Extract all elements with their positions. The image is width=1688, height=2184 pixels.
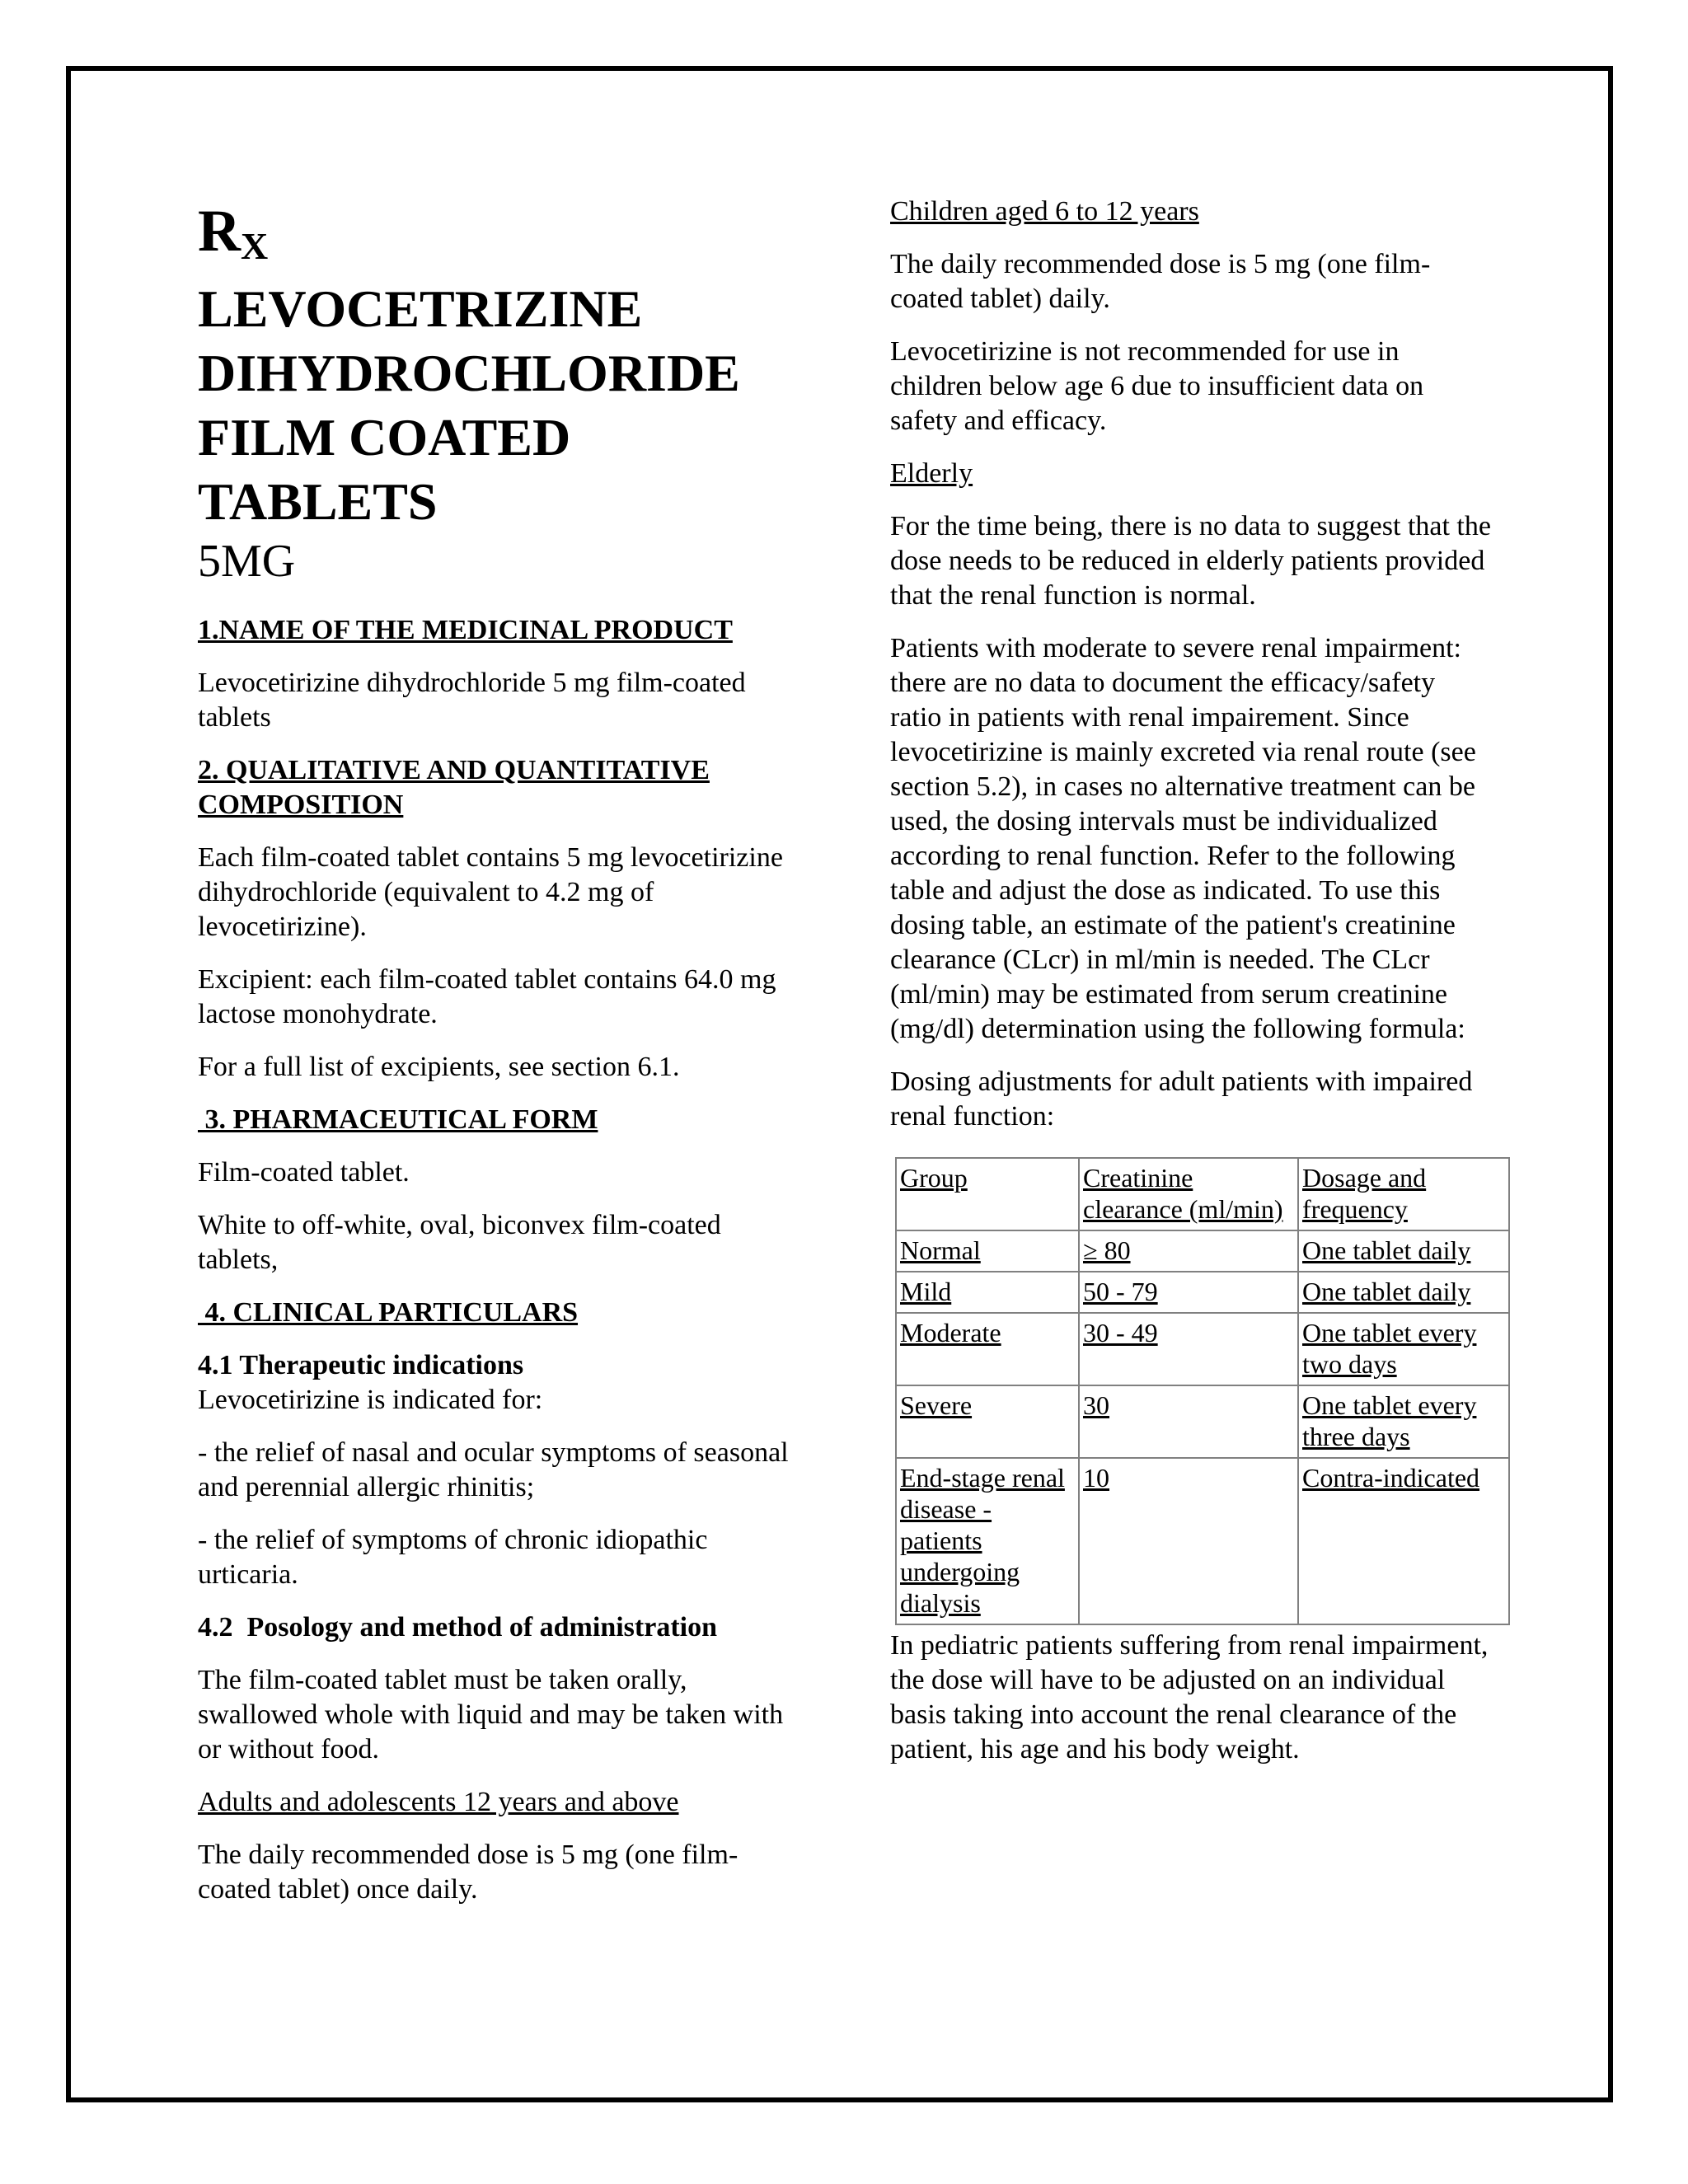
section-2-paragraph-1: Each film-coated tablet contains 5 mg levocetirizine dihydrochloride (equivalent to 4.2 mg of levocetirizine). [198,842,783,942]
rx-symbol: $R_X$ [198,198,269,267]
section-2-paragraph-3: For a full list of excipients, see section 6.1. [198,1052,680,1082]
table-row [896,1313,1509,1385]
table-header-cell: Dosage and frequency [1298,1158,1509,1230]
section-2-heading: 2. QUALITATIVE AND QUANTITATIVE COMPOSITION [198,755,710,820]
table-cell: 30 [1079,1385,1298,1458]
table-row [896,1230,1509,1272]
strength: 5MG [198,536,296,587]
children-paragraph-1: The daily recommended dose is 5 mg (one film-coated tablet) daily. [890,249,1431,314]
table-cell: One tablet every two days [1298,1313,1509,1385]
section-3-paragraph-2: White to off-white, oval, biconvex film-coated tablets, [198,1210,721,1275]
adults-heading: Adults and adolescents 12 years and above [198,1787,679,1817]
renal-dosing-table [895,1157,1510,1625]
section-4-1-intro: Levocetirizine is indicated for: [198,1385,543,1415]
title-line-3: FILM COATED [198,408,571,466]
table-cell: ≥ 80 [1079,1230,1298,1272]
table-header-cell: Creatinine clearance (ml/min) [1079,1158,1298,1230]
table-cell: Severe [896,1385,1079,1458]
table-cell: End-stage renal disease - patients undergoing dialysis [896,1458,1079,1624]
table-row [896,1458,1509,1624]
section-4-1-heading: 4.1 Therapeutic indications [198,1350,524,1380]
section-2-paragraph-2: Excipient: each film-coated tablet contains 64.0 mg lactose monohydrate. [198,964,776,1029]
table-cell: 10 [1079,1458,1298,1624]
section-4-2-paragraph: The film-coated tablet must be taken orally, swallowed whole with liquid and may be taken with or without food. [198,1665,784,1765]
section-1-heading: 1.NAME OF THE MEDICINAL PRODUCT [198,615,733,645]
table-cell: One tablet every three days [1298,1385,1509,1458]
section-3-heading: 3. PHARMACEUTICAL FORM [198,1104,598,1135]
section-1-text: Levocetirizine dihydrochloride 5 mg film-coated tablets [198,668,746,733]
elderly-paragraph: For the time being, there is no data to suggest that the dose needs to be reduced in elderly patients provided that the renal function is normal. [890,511,1491,611]
adults-text: The daily recommended dose is 5 mg (one film-coated tablet) once daily. [198,1840,738,1905]
table-cell: 30 - 49 [1079,1313,1298,1385]
section-4-heading: 4. CLINICAL PARTICULARS [198,1297,579,1328]
table-cell: One tablet daily [1298,1230,1509,1272]
children-heading: Children aged 6 to 12 years [890,196,1199,227]
children-paragraph-2: Levocetirizine is not recommended for use in children below age 6 due to insufficient data on safety and efficacy. [890,336,1424,436]
table-cell: Mild [896,1272,1079,1313]
section-4-1-item-1: - the relief of nasal and ocular symptoms of seasonal and perennial allergic rhinitis; [198,1437,789,1502]
table-header-row [896,1158,1509,1230]
table-cell: Contra-indicated [1298,1458,1509,1624]
renal-paragraph: Patients with moderate to severe renal impairment: there are no data to document the efficacy/safety ratio in patients with renal impairement. Since levocetirizine is mainly excreted via renal route (see section 5.2), in cases no alternative treatment can be used, the dosing intervals must be individualized according to renal function. Refer to the following table and adjust the dose as indicated. To use this dosing table, an estimate of the patient's creatinine clearance (CLcr) in ml/min is needed. The CLcr (ml/min) may be estimated from serum creatinine (mg/dl) determination using the following formula: [890,633,1476,1044]
renal-table-intro: Dosing adjustments for adult patients with impaired renal function: [890,1066,1473,1132]
title-line-4: TABLETS [198,472,438,531]
title-line-1: LEVOCETRIZINE [198,279,643,338]
table-header-cell: Group [896,1158,1079,1230]
section-3-paragraph-1: Film-coated tablet. [198,1157,410,1188]
table-cell: Normal [896,1230,1079,1272]
section-4-2-heading: 4.2 Posology and method of administration [198,1612,717,1643]
table-cell: One tablet daily [1298,1272,1509,1313]
table-row [896,1385,1509,1458]
table-cell: 50 - 79 [1079,1272,1298,1313]
table-row [896,1272,1509,1313]
product-title [198,277,824,588]
section-4-1-item-2: - the relief of symptoms of chronic idiopathic urticaria. [198,1525,708,1590]
table-cell: Moderate [896,1313,1079,1385]
elderly-heading: Elderly [890,458,973,489]
pediatric-paragraph: In pediatric patients suffering from renal impairment, the dose will have to be adjusted on an individual basis taking into account the renal clearance of the patient, his age and his body weight. [890,1630,1489,1765]
title-line-2: DIHYDROCHLORIDE [198,344,740,402]
